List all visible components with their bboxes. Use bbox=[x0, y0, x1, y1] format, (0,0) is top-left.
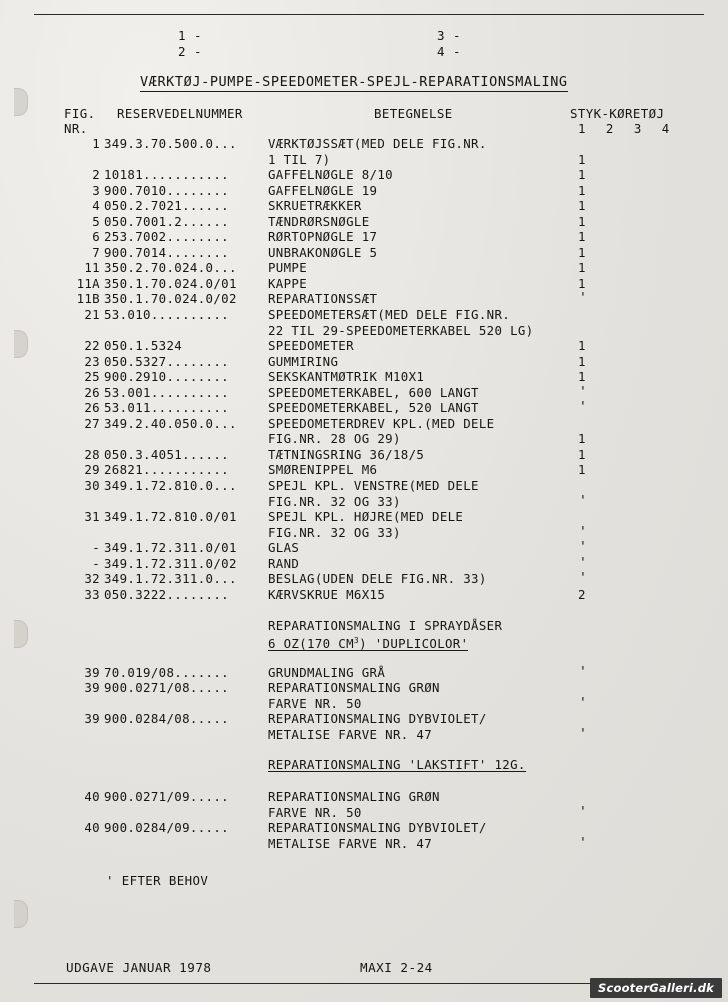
cell-fig-number: 26 bbox=[84, 400, 100, 416]
table-row bbox=[0, 587, 728, 603]
footer-edition: UDGAVE JANUAR 1978 bbox=[66, 960, 212, 975]
top-rule bbox=[34, 14, 704, 15]
cell-fig-number: 26 bbox=[84, 384, 100, 400]
cell-description: REPARATIONSMALING GRØN bbox=[268, 680, 440, 696]
cell-quantity: ' bbox=[579, 291, 588, 307]
cell-part-number: 53.001.......... bbox=[104, 384, 229, 400]
row-spacer bbox=[0, 742, 728, 758]
cell-description: SMØRENIPPEL M6 bbox=[268, 462, 378, 478]
cell-quantity: 1 bbox=[578, 244, 586, 260]
table-row bbox=[0, 789, 728, 805]
section-subheading-pre: 6 OZ(170 CM bbox=[268, 635, 354, 651]
table-row bbox=[0, 494, 728, 510]
top-reference-3: 3 - bbox=[437, 28, 462, 43]
section-subheading bbox=[268, 634, 468, 651]
cell-part-number: 349.1.72.311.0/01 bbox=[104, 540, 237, 556]
column-header-quantity: STYK-KØRETØJ bbox=[570, 106, 665, 121]
table-row bbox=[0, 229, 728, 245]
cell-fig-number: 25 bbox=[84, 369, 100, 385]
table-row bbox=[0, 276, 728, 292]
table-row bbox=[0, 307, 728, 323]
table-row bbox=[0, 805, 728, 821]
table-row bbox=[0, 214, 728, 230]
cell-part-number: 350.1.70.024.0/01 bbox=[104, 275, 237, 291]
cell-description: GUMMIRING bbox=[268, 353, 339, 369]
cell-fig-number: 29 bbox=[84, 462, 100, 478]
footer-page-reference: MAXI 2-24 bbox=[360, 960, 433, 975]
cell-description: RAND bbox=[268, 555, 300, 571]
cell-description: SPEEDOMETER bbox=[268, 338, 354, 354]
cell-part-number: 53.011.......... bbox=[104, 400, 229, 416]
table-row bbox=[0, 431, 728, 447]
cell-part-number: 050.2.7021...... bbox=[104, 198, 229, 214]
cell-description: KAPPE bbox=[268, 275, 308, 291]
cell-fig-number: 2 bbox=[92, 167, 100, 183]
cell-fig-number: 23 bbox=[84, 353, 100, 369]
cell-part-number: 26821........... bbox=[104, 462, 229, 478]
row-spacer bbox=[0, 773, 728, 789]
cell-description: GRUNDMALING GRÅ bbox=[268, 664, 386, 680]
table-row bbox=[0, 571, 728, 587]
cell-part-number: 349.1.72.311.0... bbox=[104, 571, 237, 587]
cell-part-number: 900.0284/08..... bbox=[104, 711, 229, 727]
cell-quantity: 1 bbox=[578, 198, 586, 214]
top-reference-4: 4 - bbox=[437, 44, 462, 59]
section-heading-row bbox=[0, 618, 728, 634]
cell-fig-number: 4 bbox=[92, 198, 100, 214]
top-reference-1: 1 - bbox=[178, 28, 203, 43]
cell-part-number: 900.7014........ bbox=[104, 244, 229, 260]
top-reference-2: 2 - bbox=[178, 44, 203, 59]
section-heading: REPARATIONSMALING I SPRAYDÅSER bbox=[268, 617, 503, 633]
cell-part-number: 350.1.70.024.0/02 bbox=[104, 291, 237, 307]
table-row bbox=[0, 680, 728, 696]
table-row bbox=[0, 478, 728, 494]
cell-fig-number: - bbox=[92, 555, 100, 571]
cell-quantity: 2 bbox=[578, 586, 586, 602]
cell-fig-number: 1 bbox=[92, 136, 100, 151]
cell-quantity: 1 bbox=[578, 182, 586, 198]
parts-table bbox=[0, 136, 728, 851]
cell-fig-number: 30 bbox=[84, 478, 100, 494]
cell-part-number: 050.3.4051...... bbox=[104, 446, 229, 462]
table-row bbox=[0, 354, 728, 370]
cell-quantity: 1 bbox=[578, 369, 586, 385]
cell-description: SPEJL KPL. HØJRE(MED DELE bbox=[268, 509, 464, 525]
cell-description: UNBRAKONØGLE 5 bbox=[268, 244, 378, 260]
cell-part-number: 253.7002........ bbox=[104, 229, 229, 245]
row-spacer bbox=[0, 602, 728, 618]
cell-fig-number: 40 bbox=[84, 788, 100, 804]
cell-part-number: 349.3.70.500.0... bbox=[104, 136, 237, 151]
cell-description: BESLAG(UDEN DELE FIG.NR. 33) bbox=[268, 571, 487, 587]
cell-quantity: 1 bbox=[578, 462, 586, 478]
cell-description: KÆRVSKRUE M6X15 bbox=[268, 586, 386, 602]
cell-description: REPARATIONSSÆT bbox=[268, 291, 378, 307]
cell-quantity: ' bbox=[579, 804, 588, 820]
cell-quantity: ' bbox=[579, 664, 588, 680]
cell-quantity: ' bbox=[579, 835, 588, 851]
table-row bbox=[0, 400, 728, 416]
cell-part-number: 050.7001.2...... bbox=[104, 213, 229, 229]
cell-quantity: 1 bbox=[578, 229, 586, 245]
cell-description: FIG.NR. 32 OG 33) bbox=[268, 524, 401, 540]
table-row bbox=[0, 462, 728, 478]
cell-fig-number: 6 bbox=[92, 229, 100, 245]
table-row bbox=[0, 369, 728, 385]
cell-part-number: 050.1.5324 bbox=[104, 338, 183, 354]
cell-fig-number: 39 bbox=[84, 711, 100, 727]
cell-description: 1 TIL 7) bbox=[268, 151, 331, 167]
page-title: VÆRKTØJ-PUMPE-SPEEDOMETER-SPEJL-REPARATIONSMALING bbox=[140, 74, 568, 90]
cell-quantity: 1 bbox=[578, 213, 586, 229]
cell-fig-number: 40 bbox=[84, 820, 100, 836]
table-row bbox=[0, 696, 728, 712]
cell-part-number: 70.019/08....... bbox=[104, 664, 229, 680]
cell-part-number: 050.3222........ bbox=[104, 586, 229, 602]
footnote: ' EFTER BEHOV bbox=[106, 873, 209, 888]
cell-quantity: ' bbox=[579, 555, 588, 571]
section-subheading-row bbox=[0, 634, 728, 650]
row-spacer bbox=[0, 649, 728, 665]
table-row bbox=[0, 509, 728, 525]
cell-description: GLAS bbox=[268, 540, 300, 556]
cell-fig-number: 22 bbox=[84, 338, 100, 354]
cell-fig-number: 28 bbox=[84, 446, 100, 462]
cell-part-number: 349.2.40.050.0... bbox=[104, 415, 237, 431]
cell-part-number: 900.2910........ bbox=[104, 369, 229, 385]
cell-fig-number: 31 bbox=[84, 509, 100, 525]
table-row bbox=[0, 416, 728, 432]
cell-quantity: 1 bbox=[578, 275, 586, 291]
table-row bbox=[0, 198, 728, 214]
cell-fig-number: 27 bbox=[84, 415, 100, 431]
cell-description: REPARATIONSMALING DYBVIOLET/ bbox=[268, 711, 487, 727]
cell-quantity: ' bbox=[579, 524, 588, 540]
cell-part-number: 350.2.70.024.0... bbox=[104, 260, 237, 276]
column-header-description: BETEGNELSE bbox=[374, 106, 453, 121]
cell-fig-number: 11 bbox=[84, 260, 100, 276]
cell-quantity: 1 bbox=[578, 338, 586, 354]
column-header-fig: FIG. bbox=[64, 106, 96, 121]
table-row bbox=[0, 167, 728, 183]
table-row bbox=[0, 245, 728, 261]
cell-description: SPEEDOMETERKABEL, 520 LANGT bbox=[268, 400, 479, 416]
table-row bbox=[0, 136, 728, 152]
table-row bbox=[0, 525, 728, 541]
table-row bbox=[0, 836, 728, 852]
cell-part-number: 53.010.......... bbox=[104, 307, 229, 323]
cell-description: SPEEDOMETERDREV KPL.(MED DELE bbox=[268, 415, 495, 431]
cell-fig-number: 5 bbox=[92, 213, 100, 229]
cell-description: METALISE FARVE NR. 47 bbox=[268, 726, 433, 742]
table-row bbox=[0, 385, 728, 401]
cell-description: FIG.NR. 32 OG 33) bbox=[268, 493, 401, 509]
cell-quantity: 1 bbox=[578, 446, 586, 462]
column-header-nr: NR. bbox=[64, 121, 88, 136]
column-header-part-number: RESERVEDELNUMMER bbox=[117, 106, 243, 121]
cell-quantity: ' bbox=[579, 695, 588, 711]
cell-description: REPARATIONSMALING DYBVIOLET/ bbox=[268, 820, 487, 836]
table-row bbox=[0, 152, 728, 168]
cell-part-number: 349.1.72.810.0/01 bbox=[104, 509, 237, 525]
table-row bbox=[0, 291, 728, 307]
cell-quantity: 1 bbox=[578, 431, 586, 447]
cell-description: RØRTOPNØGLE 17 bbox=[268, 229, 378, 245]
cell-description: SPEJL KPL. VENSTRE(MED DELE bbox=[268, 478, 479, 494]
table-row bbox=[0, 183, 728, 199]
cell-description: TÆNDRØRSNØGLE bbox=[268, 213, 370, 229]
table-row bbox=[0, 665, 728, 681]
table-row bbox=[0, 540, 728, 556]
table-row bbox=[0, 711, 728, 727]
cell-part-number: 900.0284/09..... bbox=[104, 820, 229, 836]
cell-description: GAFFELNØGLE 19 bbox=[268, 182, 378, 198]
cell-fig-number: - bbox=[92, 540, 100, 556]
table-row bbox=[0, 338, 728, 354]
cell-fig-number: 21 bbox=[84, 307, 100, 323]
cell-description: 22 TIL 29-SPEEDOMETERKABEL 520 LG) bbox=[268, 322, 534, 338]
cell-quantity: 1 bbox=[578, 167, 586, 183]
cell-quantity: ' bbox=[579, 384, 588, 400]
cell-fig-number: 7 bbox=[92, 244, 100, 260]
cell-part-number: 900.0271/08..... bbox=[104, 680, 229, 696]
section-heading: REPARATIONSMALING 'LAKSTIFT' 12G. bbox=[268, 756, 526, 772]
cell-description: FARVE NR. 50 bbox=[268, 804, 362, 820]
cell-quantity: 1 bbox=[578, 353, 586, 369]
cell-quantity: 1 bbox=[578, 260, 586, 276]
cell-fig-number: 32 bbox=[84, 571, 100, 587]
cell-fig-number: 11B bbox=[76, 291, 100, 307]
cell-fig-number: 33 bbox=[84, 586, 100, 602]
cell-description: METALISE FARVE NR. 47 bbox=[268, 835, 433, 851]
cell-part-number: 050.5327........ bbox=[104, 353, 229, 369]
cell-description: SPEEDOMETERKABEL, 600 LANGT bbox=[268, 384, 479, 400]
cell-fig-number: 39 bbox=[84, 664, 100, 680]
section-subheading-exponent: 3 bbox=[353, 635, 360, 645]
cell-part-number: 10181........... bbox=[104, 167, 229, 183]
table-row bbox=[0, 323, 728, 339]
table-row bbox=[0, 727, 728, 743]
cell-quantity: 1 bbox=[578, 151, 586, 167]
column-header-quantity-columns: 1 2 3 4 bbox=[578, 121, 676, 136]
cell-fig-number: 3 bbox=[92, 182, 100, 198]
table-row bbox=[0, 447, 728, 463]
cell-description: REPARATIONSMALING GRØN bbox=[268, 788, 440, 804]
cell-description: TÆTNINGSRING 36/18/5 bbox=[268, 446, 425, 462]
cell-part-number: 349.1.72.810.0... bbox=[104, 478, 237, 494]
section-heading-row bbox=[0, 758, 728, 774]
cell-description: SEKSKANTMØTRIK M10X1 bbox=[268, 369, 425, 385]
cell-quantity: ' bbox=[579, 726, 588, 742]
cell-fig-number: 11A bbox=[76, 275, 100, 291]
table-row bbox=[0, 260, 728, 276]
cell-description: SKRUETRÆKKER bbox=[268, 198, 362, 214]
watermark: ScooterGalleri.dk bbox=[590, 978, 722, 998]
cell-quantity: ' bbox=[579, 571, 588, 587]
cell-description: SPEEDOMETERSÆT(MED DELE FIG.NR. bbox=[268, 307, 511, 323]
section-subheading-post: ) 'DUPLICOLOR' bbox=[359, 635, 469, 651]
cell-part-number: 900.7010........ bbox=[104, 182, 229, 198]
cell-description: FARVE NR. 50 bbox=[268, 695, 362, 711]
cell-description: VÆRKTØJSSÆT(MED DELE FIG.NR. bbox=[268, 136, 487, 151]
table-row bbox=[0, 820, 728, 836]
cell-description: GAFFELNØGLE 8/10 bbox=[268, 167, 393, 183]
cell-part-number: 900.0271/09..... bbox=[104, 788, 229, 804]
cell-fig-number: 39 bbox=[84, 680, 100, 696]
cell-description: PUMPE bbox=[268, 260, 308, 276]
cell-quantity: ' bbox=[579, 400, 588, 416]
table-row bbox=[0, 556, 728, 572]
cell-description: FIG.NR. 28 OG 29) bbox=[268, 431, 401, 447]
cell-quantity: ' bbox=[579, 493, 588, 509]
cell-quantity: ' bbox=[579, 540, 588, 556]
cell-part-number: 349.1.72.311.0/02 bbox=[104, 555, 237, 571]
